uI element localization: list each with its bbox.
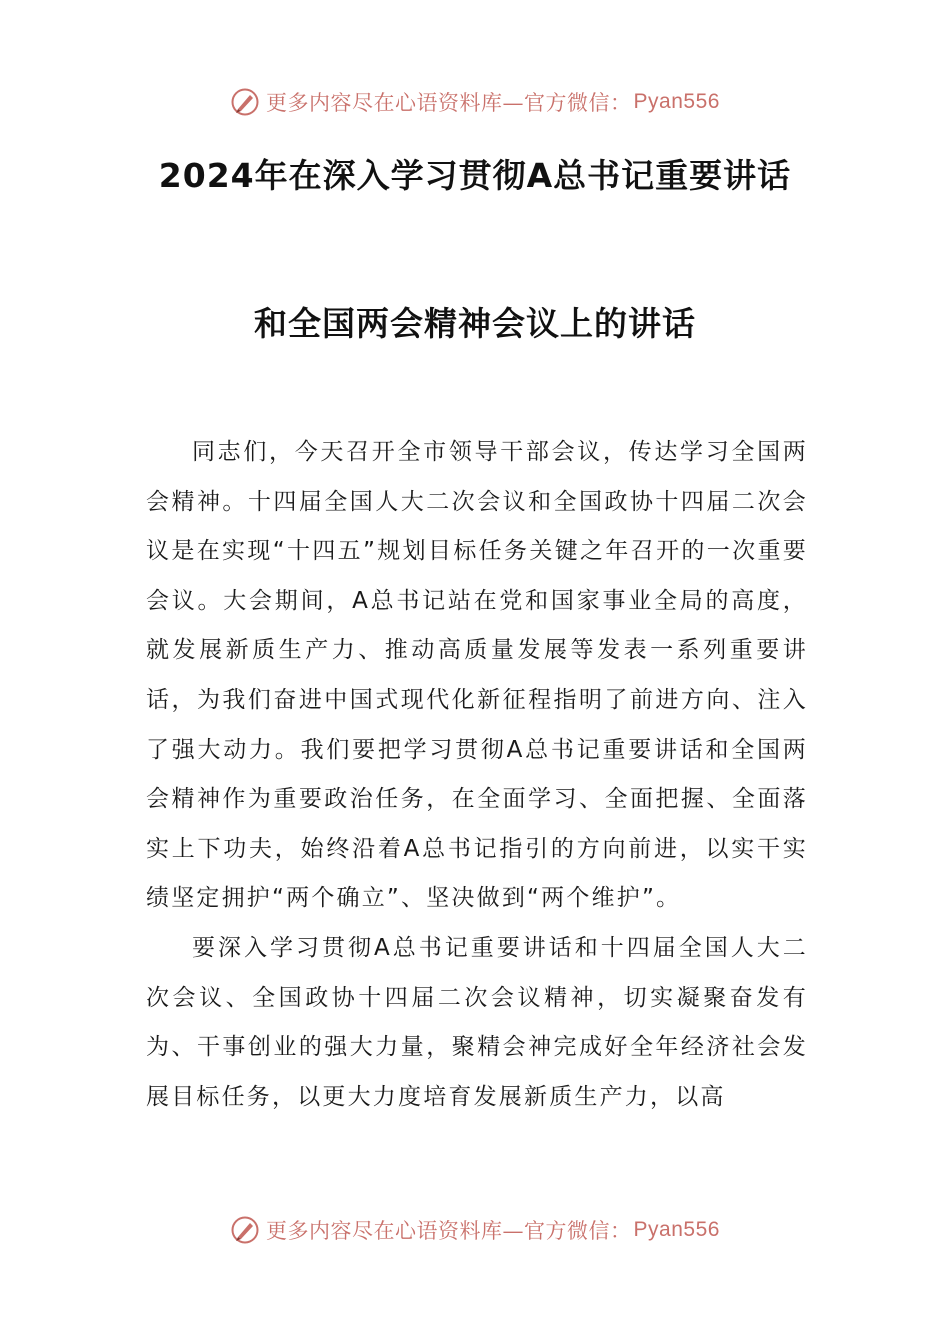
document-title-line1: 2024年在深入学习贯彻A总书记重要讲话 <box>158 156 792 195</box>
pen-logo-icon <box>230 1215 260 1245</box>
watermark-wechat-id: Pyan556 <box>633 1218 720 1241</box>
footer-watermark <box>0 1210 950 1250</box>
paragraph-2: 要深入学习贯彻A总书记重要讲话和十四届全国人大二次会议、全国政协十四届二次会议精神，切实凝聚奋发有为、干事创业的强大力量，聚精会神完成好全年经济社会发展目标任务，以更大力度培育发展新质生产力，以高 <box>146 934 808 1110</box>
pen-logo-icon <box>230 87 260 117</box>
watermark-text: 更多内容尽在心语资料库—官方微信： <box>266 91 632 115</box>
watermark-text: 更多内容尽在心语资料库—官方微信： <box>266 1219 632 1243</box>
watermark-wechat-id: Pyan556 <box>633 90 720 113</box>
document-body <box>146 428 808 1122</box>
paragraph-1: 同志们，今天召开全市领导干部会议，传达学习全国两会精神。十四届全国人大二次会议和全国政协十四届二次会议是在实现“十四五”规划目标任务关键之年召开的一次重要会议。大会期间，A总书记站在党和国家事业全局的高度，就发展新质生产力、推动高质量发展等发表一系列重要讲话，为我们奋进中国式现代化新征程指明了前进方向、注入了强大动力。我们要把学习贯彻A总书记重要讲话和全国两会精神作为重要政治任务，在全面学习、全面把握、全面落实上下功夫，始终沿着A总书记指引的方向前进，以实干实绩坚定拥护“两个确立”、坚决做到“两个维护”。 <box>146 439 808 912</box>
header-watermark <box>0 82 950 122</box>
document-title-line2: 和全国两会精神会议上的讲话 <box>254 304 696 343</box>
